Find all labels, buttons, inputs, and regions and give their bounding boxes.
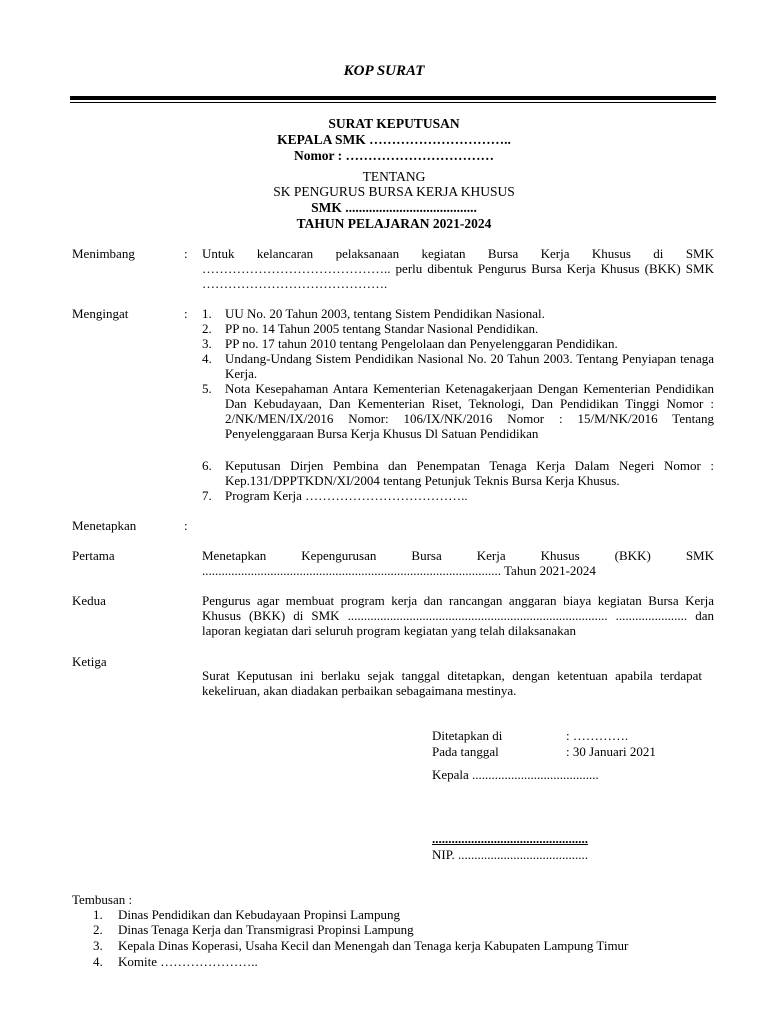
mengingat-item-number: 7. xyxy=(202,488,212,503)
ketiga-text: Surat Keputusan ini berlaku sejak tanggal ditetapkan, dengan ketentuan apabila terdapat kekeliruan, akan diadakan perbaikan sebagaimana mestinya. xyxy=(202,668,702,698)
header-divider-thin xyxy=(70,102,716,103)
pertama-text: Menetapkan Kepengurusan Bursa Kerja Khusus (BKK) SMK ............................................................................................ Tahun 2021-2024 xyxy=(202,548,714,578)
tembusan-item-number: 4. xyxy=(93,954,103,969)
document-subject: SK PENGURUS BURSA KERJA KHUSUS xyxy=(273,184,515,199)
tembusan-item-text: Komite ………………….. xyxy=(118,954,258,969)
menimbang-colon: : xyxy=(184,246,188,261)
document-school: SMK ....................................... xyxy=(311,200,477,215)
document-issuer: KEPALA SMK ………………………….. xyxy=(277,132,511,147)
tembusan-item-number: 2. xyxy=(93,922,103,937)
menetapkan-label: Menetapkan xyxy=(72,518,137,533)
mengingat-item-text: PP no. 17 tahun 2010 tentang Pengelolaan dan Penyelenggaran Pendidikan. xyxy=(225,336,618,351)
mengingat-item-text: Keputusan Dirjen Pembina dan Penempatan Tenaga Kerja Dalam Negeri Nomor : Kep.131/DPPTKDN/XI/2004 tentang Petunjuk Teknis Bursa Kerja Khusus. xyxy=(225,458,714,488)
mengingat-item-text: PP no. 14 Tahun 2005 tentang Standar Nasional Pendidikan. xyxy=(225,321,539,336)
mengingat-colon: : xyxy=(184,306,188,321)
tembusan-item-text: Dinas Tenaga Kerja dan Transmigrasi Propinsi Lampung xyxy=(118,922,414,937)
mengingat-item-number: 1. xyxy=(202,306,212,321)
mengingat-item-text: UU No. 20 Tahun 2003, tentang Sistem Pendidikan Nasional. xyxy=(225,306,545,321)
kepala-line: Kepala ....................................... xyxy=(432,767,599,782)
tembusan-item-text: Dinas Pendidikan dan Kebudayaan Propinsi Lampung xyxy=(118,907,400,922)
mengingat-label: Mengingat xyxy=(72,306,129,321)
kedua-text: Pengurus agar membuat program kerja dan rancangan anggaran biaya kegiatan Bursa Kerja Khusus (BKK) di SMK ................................................................................ ...................... dan laporan kegiatan dari seluruh program kegiatan yang telah dilaksanakan xyxy=(202,593,714,638)
document-number: Nomor : …………………………… xyxy=(294,148,494,163)
mengingat-item-number: 4. xyxy=(202,351,212,366)
mengingat-item-number: 6. xyxy=(202,458,212,473)
mengingat-item-text: Undang-Undang Sistem Pendidikan Nasional No. 20 Tahun 2003. Tentang Penyiapan tenaga Kerja. xyxy=(225,351,714,381)
tembusan-label: Tembusan : xyxy=(72,892,133,907)
tembusan-item-text: Kepala Dinas Koperasi, Usaha Kecil dan Menengah dan Tenaga kerja Kabupaten Lampung Timur xyxy=(118,938,629,953)
mengingat-item-number: 3. xyxy=(202,336,212,351)
ditetapkan-label: Ditetapkan di xyxy=(432,728,503,743)
header-divider-thick xyxy=(70,96,716,100)
nip-line: NIP. ........................................ xyxy=(432,847,589,862)
mengingat-item-number: 5. xyxy=(202,381,212,396)
tanggal-value: : 30 Januari 2021 xyxy=(566,744,656,759)
tembusan-item-number: 3. xyxy=(93,938,103,953)
document-subject-heading: TENTANG xyxy=(362,169,426,184)
tembusan-item-number: 1. xyxy=(93,907,103,922)
document-year: TAHUN PELAJARAN 2021-2024 xyxy=(296,216,492,231)
ketiga-label: Ketiga xyxy=(72,654,107,669)
menetapkan-colon: : xyxy=(184,518,188,533)
ditetapkan-value: : …………. xyxy=(566,728,629,743)
mengingat-item-number: 2. xyxy=(202,321,212,336)
menimbang-label: Menimbang xyxy=(72,246,135,261)
signatory-name-line: ................................................ xyxy=(432,831,588,846)
menimbang-text: Untuk kelancaran pelaksanaan kegiatan Bursa Kerja Khusus di SMK …………………………………….. perlu dibentuk Pengurus Bursa Kerja Khusus (BKK) SMK ……………………………………. xyxy=(202,246,714,291)
mengingat-item-text: Nota Kesepahaman Antara Kementerian Ketenagakerjaan Dengan Kementerian Pendidikan Dan Kebudayaan, Dan Kementerian Riset, Teknologi, Dan Pendidikan Tinggi Nomor : 2/NK/MEN/IX/2016 Nomor: 106/IX/NK/2016 Nomor : 15/M/NK/2016 Tentang Penyelenggaraan Bursa Kerja Khusus Dl Satuan Pendidikan xyxy=(225,381,714,441)
pertama-label: Pertama xyxy=(72,548,115,563)
mengingat-item-text: Program Kerja ……………………………….. xyxy=(225,488,468,503)
tanggal-label: Pada tanggal xyxy=(432,744,499,759)
document-title: SURAT KEPUTUSAN xyxy=(328,116,460,131)
kop-surat-title: KOP SURAT xyxy=(343,63,425,79)
kedua-label: Kedua xyxy=(72,593,106,608)
